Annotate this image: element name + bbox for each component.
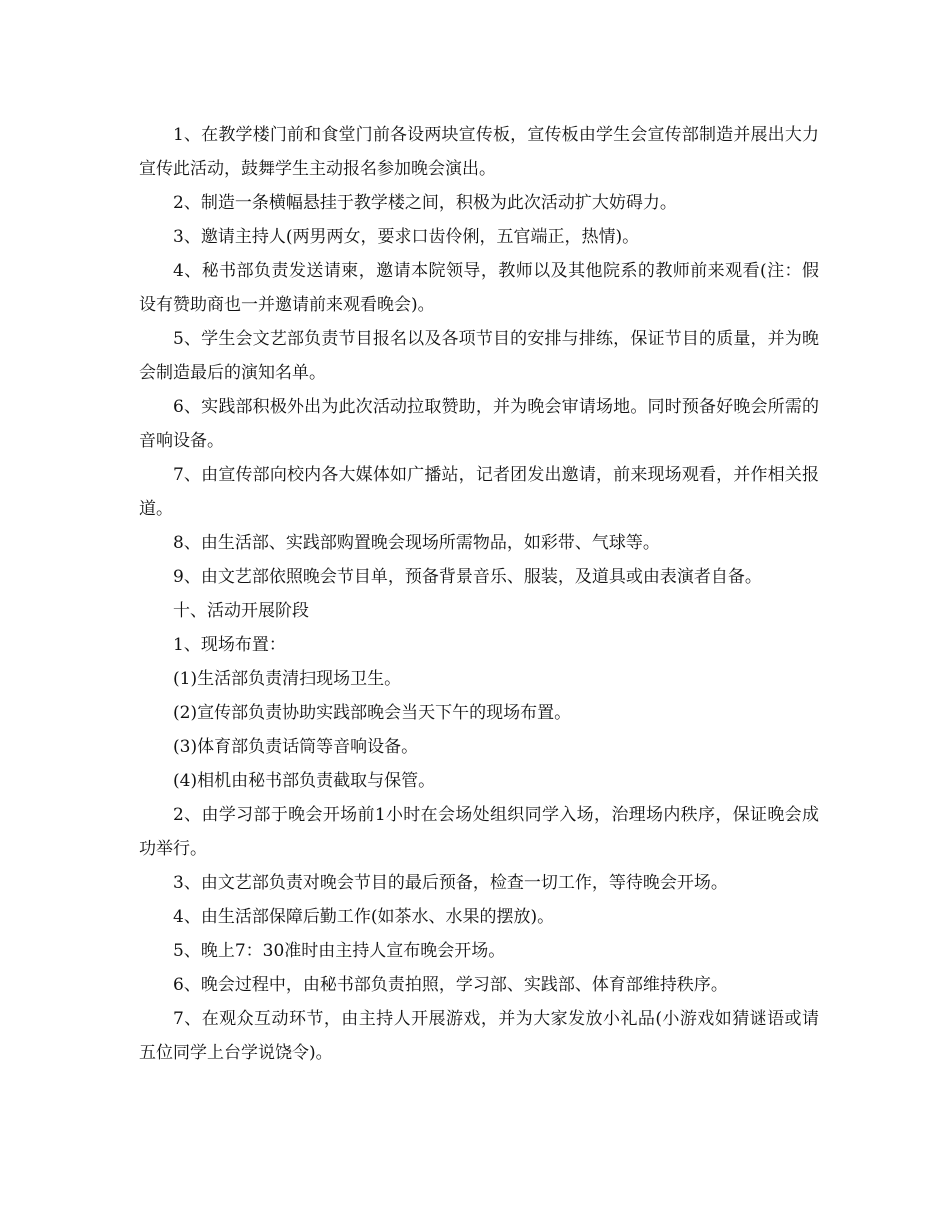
paragraph-banner: 2、制造一条横幅悬挂于教学楼之间，积极为此次活动扩大妨碍力。 bbox=[173, 193, 677, 213]
paragraph-final-prep: 3、由文艺部负责对晚会节目的最后预备，检查一切工作，等待晚会开场。 bbox=[173, 873, 728, 893]
paragraph-publicity-boards: 1、在教学楼门前和食堂门前各设两块宣传板，宣传板由学生会宣传部制造并展出大力宣传此活动，鼓舞学生主动报名参加晚会演出。 bbox=[139, 125, 819, 179]
paragraph-venue-setup: 1、现场布置： bbox=[173, 635, 286, 655]
paragraph-invitations: 4、秘书部负责发送请柬，邀请本院领导，教师以及其他院系的教师前来观看(注：假设有赞助商也一并邀请前来观看晚会)。 bbox=[139, 261, 819, 315]
paragraph-supplies: 8、由生活部、实践部购置晚会现场所需物品，如彩带、气球等。 bbox=[173, 533, 660, 553]
paragraph-photography: 6、晚会过程中，由秘书部负责拍照，学习部、实践部、体育部维持秩序。 bbox=[173, 975, 728, 995]
paragraph-setup-item-2: (2)宣传部负责协助实践部晚会当天下午的现场布置。 bbox=[173, 703, 572, 723]
paragraph-props: 9、由文艺部依照晚会节目单，预备背景音乐、服装，及道具或由表演者自备。 bbox=[173, 567, 762, 587]
paragraph-setup-item-3: (3)体育部负责话筒等音响设备。 bbox=[173, 737, 419, 757]
paragraph-hosts: 3、邀请主持人(两男两女，要求口齿伶俐，五官端正，热情)。 bbox=[173, 227, 640, 247]
paragraph-start-time: 5、晚上7：30准时由主持人宣布晚会开场。 bbox=[173, 941, 506, 961]
paragraph-setup-item-1: (1)生活部负责清扫现场卫生。 bbox=[173, 669, 402, 689]
paragraph-sponsorship: 6、实践部积极外出为此次活动拉取赞助，并为晚会审请场地。同时预备好晚会所需的音响设备。 bbox=[139, 397, 819, 451]
paragraph-logistics: 4、由生活部保障后勤工作(如茶水、水果的摆放)。 bbox=[173, 907, 555, 927]
document-body bbox=[139, 118, 819, 1070]
paragraph-setup-item-4: (4)相机由秘书部负责截取与保管。 bbox=[173, 771, 436, 791]
paragraph-program-arrangement: 5、学生会文艺部负责节目报名以及各项节目的安排与排练，保证节目的质量，并为晚会制造最后的演知名单。 bbox=[139, 329, 819, 383]
paragraph-audience-games: 7、在观众互动环节，由主持人开展游戏，并为大家发放小礼品(小游戏如猜谜语或请五位同学上台学说饶令)。 bbox=[139, 1009, 819, 1063]
paragraph-entry-order: 2、由学习部于晚会开场前1小时在会场处组织同学入场，治理场内秩序，保证晚会成功举行。 bbox=[139, 805, 819, 859]
paragraph-media: 7、由宣传部向校内各大媒体如广播站，记者团发出邀请，前来现场观看，并作相关报道。 bbox=[139, 465, 819, 519]
section-heading-activity-stage: 十、活动开展阶段 bbox=[173, 601, 309, 621]
